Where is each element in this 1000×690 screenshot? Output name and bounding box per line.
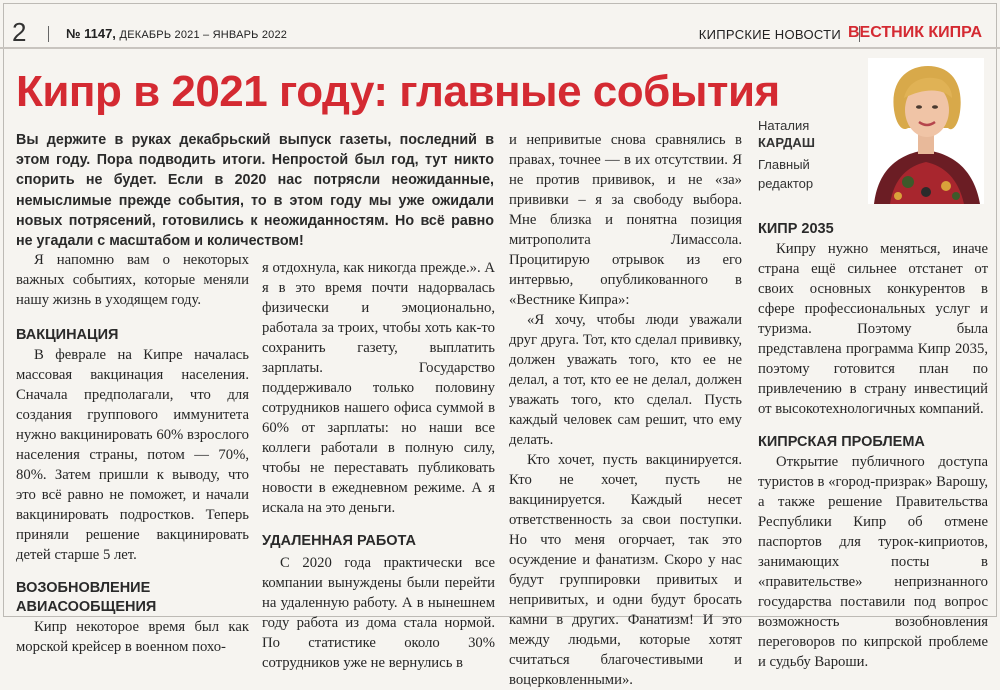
column3-paragraph: и непривитые снова сравнялись в правах, точнее — в их отсутствии. Я не против прививок, и не «за» прививки – я за свободу выбора. Мне близка и понятна позиция митрополита Лимассола. Процитирую отрывок из его интервью, опубликованного в «Вестнике Кипра»: (509, 132, 742, 308)
column2-paragraph: я отдохнула, как никогда прежде.». А я в это время почти надорвалась физически и эмоционально, работала за троих, чтобы хоть как-то сохранить газету, выплатить зарплаты. Государство поддерживало только половину сотрудников нашего офиса суммой в 60% от зарплаты: но наши все коллеги работали в полную силу, чтобы не переставать публиковать новости в ежедневном режиме. А я искала на это деньги. (262, 260, 495, 516)
newspaper-brand: ВЕСТНИК КИПРА (847, 24, 982, 41)
author-last-name: КАРДАШ (758, 135, 815, 150)
cyprus-problem-paragraph: Открытие публичного доступа туристов в «город-призрак» Варошу, а также решение Правительства Республики Кипр об отмене паспортов для турок-киприотов, занимающих посты в «правительстве» непризнанного государства поставили под вопрос возможность возобновления переговоров по кипрской проблеме и судьбу Вароши. (758, 454, 988, 670)
vaccination-paragraph: В феврале на Кипре началась массовая вакцинация населения. Сначала предполагали, что для создания группового иммунитета нужно вакцинировать 60% взрослого населения страны, потом — 70%, 80%. Затем пришли к выводу, что это всё равно не поможет, и начали вакцинировать подростков. Теперь приняли решение вакцинировать детей старше 5 лет. (16, 347, 249, 563)
heading-flights: ВОЗОБНОВЛЕНИЕ АВИАСООБЩЕНИЯ (16, 580, 157, 615)
article-headline: Кипр в 2021 году: главные события (16, 67, 780, 116)
column-4 (758, 218, 988, 672)
header-rule (0, 47, 1000, 49)
column-2 (262, 258, 495, 673)
author-block (758, 118, 868, 193)
heading-cyprus-2035: КИПР 2035 (758, 221, 834, 237)
heading-cyprus-problem: КИПРСКАЯ ПРОБЛЕМА (758, 434, 925, 450)
remote-work-paragraph: С 2020 года практически все компании вынуждены были перейти на удаленную работу. А в нынешнем году работа из дома стала нормой. По статистике около 30% сотрудников уже не вернулись в (262, 555, 495, 671)
author-role: Главный редактор (758, 157, 814, 191)
intro-paragraph: Я напомню вам о некоторых важных событиях, которые меняли нашу жизнь в уходящем году. (16, 252, 249, 308)
column-1 (16, 250, 249, 657)
header-divider (48, 26, 49, 42)
issue-number: № 1147, (66, 26, 116, 41)
heading-remote-work: УДАЛЕННАЯ РАБОТА (262, 533, 416, 549)
page-header (10, 18, 988, 46)
section-name: КИПРСКИЕ НОВОСТИ (698, 27, 841, 42)
issue-info (66, 26, 287, 41)
issue-dates: ДЕКАБРЬ 2021 – ЯНВАРЬ 2022 (119, 29, 288, 41)
column-3 (509, 130, 742, 690)
author-portrait (868, 58, 984, 204)
author-first-name: Наталия (758, 118, 810, 133)
flights-paragraph: Кипр некоторое время был как морской крейсер в военном похо- (16, 619, 249, 655)
quote-paragraph: «Я хочу, чтобы люди уважали друг друга. Тот, кто сделал прививку, должен уважать того, кто ее не делал, а тот, кто ее не делал, должен уважать того, кто сделал. Пусть каждый человек сам решит, что ему делать. (509, 312, 742, 448)
article-lead: Вы держите в руках декабрьский выпуск газеты, последний в этом году. Пора подводить итоги. Непростой был год, тут никто спорить не будет. Если в 2020 нас потрясли неожиданные, немыслимые прежде события, то в этом году мы уже ожидали новых потрясений, готовились к неожиданностям. Но всё равно не угадали с масштабом и количеством! (16, 132, 494, 250)
cyprus-2035-paragraph: Кипру нужно меняться, иначе страна ещё сильнее отстанет от своих основных конкурентов в сфере профессиональных услуг и туризма. Поэтому была представлена программа Кипр 2035, поэтому готовится план по привлечению в страну инвестиций от высокотехнологичных компаний. (758, 241, 988, 417)
page-number: 2 (12, 17, 27, 47)
quote-paragraph-2: Кто хочет, пусть вакцинируется. Кто не хочет, пусть не вакцинируется. Каждый несет ответственность за свои поступки. Но что меня огорчает, так это осуждение и фанатизм. Скоро у нас будут группировки привитых и непривитых, и одни будут бросать камни в других. Фанатизм! И это между людьми, которые хотят считаться благочестивыми и воцерковленными». (509, 452, 742, 688)
heading-vaccination: ВАКЦИНАЦИЯ (16, 327, 119, 343)
